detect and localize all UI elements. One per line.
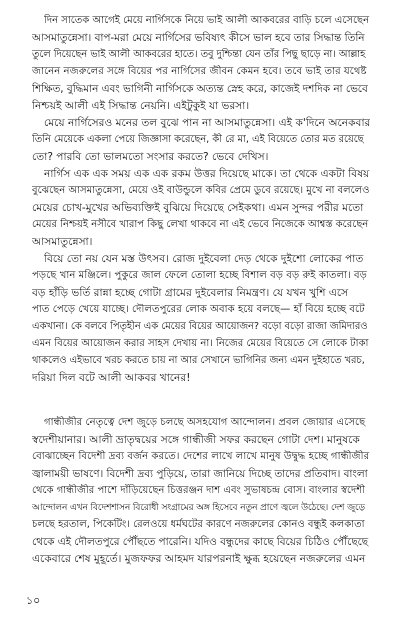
page-number: ১০	[26, 594, 41, 607]
text-line: বিয়ে তো নয় যেন মস্ত উৎসব। রোজ দুইবেলা দেড় থেকে দুইশো লোকের পাত	[44, 253, 364, 265]
text-line: বোঝাচ্ছেন বিদেশী দ্রব্য বর্জন করতে। দেশের লাখে লাখে মানুষ উদ্বুদ্ধ হচ্ছে গান্ধীজীর	[32, 451, 370, 462]
text-line: পাত পেড়ে খেয়ে যাচ্ছে। দৌলতপুরের লোক অবাক হয়ে বলছে— হাঁ বিয়ে হচ্ছে বটে	[32, 304, 365, 315]
text-line: একখানা। কে বলবে পিতৃহীন এক মেয়ের বিয়ের আয়োজন? বড়ো বড়ো রাজা জমিদারও	[32, 321, 368, 332]
text-line: নার্গিস এক এক সময় এক এক রকম উত্তর দিয়েছে মাকে। তা থেকে একটা বিষয়	[44, 168, 370, 180]
text-line: তিনি মেয়েকে একলা পেয়ে জিজ্ঞাসা করেছেন, কী রে মা, এই বিয়েতে তোর মত রয়েছে	[32, 134, 364, 145]
text-line: দরিয়া দিল বটে আলী আকবর খানের!	[32, 372, 191, 384]
text-line: তো? পারবি তো ভালমতো সংসার করতে? ভেবে দেখিস।	[32, 151, 269, 163]
text-line: তুলে দিয়েছেন ভাই আলী আকবরের হাতে। তবু দুশ্চিন্তা যেন তাঁর পিছু ছাড়ে না। আল্লাহ	[32, 49, 366, 60]
text-line: জানেন নজরুলের সঙ্গে বিয়ের পর নার্গিসের জীবন কেমন হবে। তবে ভাই তার যথেষ্ট	[32, 66, 367, 77]
text-line: মেয়ের চোখ-মুখের অভিব্যক্তিই বুঝিয়ে দিয়েছে সেইকথা। এমন সুন্দর পরীর মতো	[32, 202, 364, 214]
text-line: শিক্ষিত, বুদ্ধিমান এবং ভাগিনী নার্গিসকে অত্যন্ত স্নেহ করে, কাজেই দশদিক না ভেবে	[32, 83, 368, 95]
text-line: বুঝেছেন আসমাতুন্নেসা, মেয়ে ওই বাউন্ডুলে কবির প্রেমে ডুবে রয়েছে। মুখে না বললেও	[32, 185, 370, 196]
text-line: থেকে এই দৌলতপুরে পৌঁছতে পারেনি। যদিও বন্ধুদের কাছে বিয়ের চিঠিও পৌঁছেছে	[32, 536, 369, 548]
text-line: আসমাতুন্নেসা। বাপ-মরা মেয়ে নার্গিসের ভবিষ্যৎ কীসে ভাল হবে তার সিদ্ধান্ত তিনি	[32, 32, 365, 44]
text-line: নিশ্চয়ই আলী এই সিদ্ধান্ত নেয়নি। এইটুকুই যা ভরসা।	[32, 100, 250, 112]
text-line: দিন সাতেক আগেই মেয়ে নার্গিসকে নিয়ে ভাই আলী আকবরের বাড়ি চলে এসেছেন	[44, 15, 370, 26]
text-line: একেবারে শেষ মুহূর্তে। মুজফফর আহমদ যারপরনাই ক্ষুব্ধ হয়েছেন নজরুলের এমন	[32, 553, 366, 565]
text-line: জ্বালাময়ী ভাষণে। বিদেশী দ্রব্য পুড়িয়ে, তারা জানিয়ে দিচ্ছে তাদের প্রতিবাদ। বাংলা	[32, 468, 368, 480]
text-line: থাকলেও এইভাবে খরচ করতে চায় না আর সেখানে ভাগিনির জন্য এমন দুইহাতে খরচ,	[32, 355, 365, 366]
text-line: চলছে হরতাল, পিকেটিং। রেলওয়ে ধর্মঘটের কারণে নজরুলের কোনও বন্ধুই কলকাতা	[32, 519, 365, 530]
text-line: মেয়ের নিশ্চয়ই নসীবে খারাপ কিছু লেখা থাকবে না এই ভেবে নিজেকে আশ্বস্ত করেছেন	[32, 219, 369, 230]
text-line: এমন বিয়ের আয়োজন করার সাহস দেখায় না। নিজের মেয়ের বিয়েতে সে লোকে টাকা	[32, 338, 369, 349]
text-line: গান্ধীজীর নেতৃত্বে দেশ জুড়ে চলছে অসহযোগ আন্দোলন। প্রবল জোয়ার এসেছে	[44, 417, 366, 428]
text-line: আন্দোলন এখন বিদেশশাসন বিরোধী সংগ্রামের অঙ্গ হিসেবে নতুন প্রাণে জ্বলে উঠেছে। দেশ জুড়ে	[32, 503, 365, 513]
text-line: স্বদেশীয়ানার। আলী ভ্রাতৃদ্বয়ের সঙ্গে গান্ধীজী সফর করছেন গোটা দেশ। মানুষকে	[32, 434, 360, 446]
text-line: থেকে গান্ধীজীর পাশে দাঁড়িয়েছেন চিত্তরঞ্জন দাশ এবং সুভাষচন্দ্র বোস। বাংলার স্বদেশী	[32, 485, 365, 496]
text-line: বড় হাঁড়ি ভর্তি রান্না হচ্ছে গোটা গ্রামের দুইবেলার নিমন্ত্রণ। যে যখন খুশি এসে	[32, 287, 349, 299]
text-line: পড়ছে খান মঞ্জিলে। পুকুরে জাল ফেলে তোলা হচ্ছে বিশাল বড় বড় রুই কাতলা। বড়	[32, 270, 367, 281]
text-line: মেয়ে নার্গিসেরও মনের তল বুঝে পান না আসমাতুন্নেসা। এই ক'দিনে অনেকবার	[44, 117, 370, 129]
text-line: আসমাতুন্নেসা।	[32, 236, 93, 248]
